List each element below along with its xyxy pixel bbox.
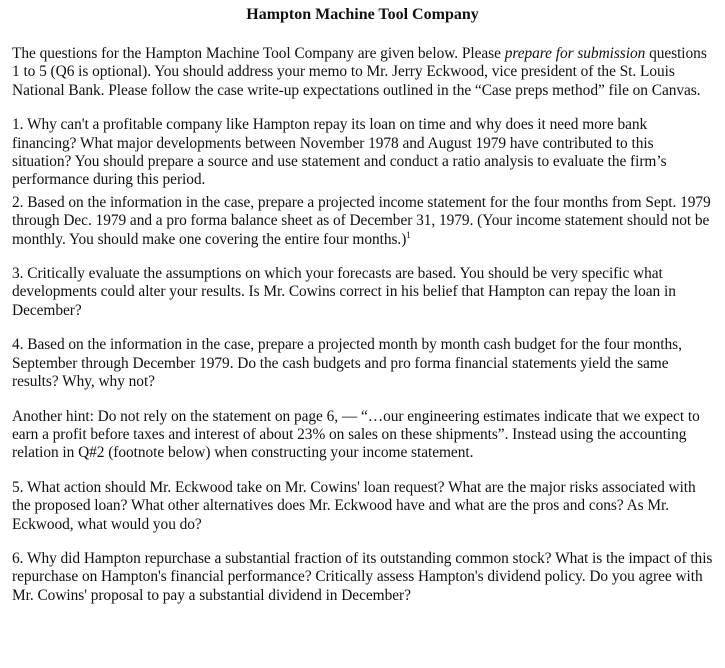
- hint-paragraph: Another hint: Do not rely on the statement on page 6, — “…our engineering estimates indicate that we expect to earn a profit before taxes and interest of about 23% on sales on these shipments”. Instead using the accounting relation in Q#2 (footnote below) when constructing your income statement.: [12, 407, 700, 462]
- intro-text-part2: questions 1 to 5 (Q6 is optional). You should address your memo to Mr. Jerry Eckwood, vice president of the St. Louis National Bank. Please follow the case write-up expectations outlined in the “Case preps method” file on Canvas.: [12, 45, 707, 99]
- footnote-marker: 1: [406, 229, 411, 240]
- document-title: Hampton Machine Tool Company: [246, 6, 479, 23]
- question-4: 4. Based on the information in the case, prepare a projected month by month cash budget for the four months, September through December 1979. Do the cash budgets and pro forma financial statements yield the same results? Why, why not?: [12, 336, 682, 391]
- intro-text-part1: The questions for the Hampton Machine Tool Company are given below. Please: [12, 45, 505, 62]
- question-1: 1. Why can't a profitable company like Hampton repay its loan on time and why does it need more bank financing? What major developments between November 1978 and August 1979 have contributed to this situation? You should prepare a source and use statement and conduct a ratio analysis to evaluate the firm’s performance during this period.: [12, 116, 667, 189]
- question-3: 3. Critically evaluate the assumptions on which your forecasts are based. You should be very specific what developments could alter your results. Is Mr. Cowins correct in his belief that Hampton can repay the loan in December?: [12, 265, 676, 319]
- question-2-text: 2. Based on the information in the case, prepare a projected income statement for the four months from Sept. 1979 through Dec. 1979 and a pro forma balance sheet as of December 31, 1979. (Your income statement should not be monthly. You should make one covering the entire four months.): [12, 193, 711, 248]
- question-6: 6. Why did Hampton repurchase a substantial fraction of its outstanding common stock? What is the impact of this repurchase on Hampton's financial performance? Critically assess Hampton's dividend policy. Do you agree with Mr. Cowins' proposal to pay a substantial dividend in December?: [12, 549, 713, 604]
- intro-paragraph: [12, 45, 713, 100]
- intro-emphasis: prepare for submission: [504, 45, 646, 62]
- question-2: [12, 194, 713, 249]
- question-5: 5. What action should Mr. Eckwood take on Mr. Cowins' loan request? What are the major risks associated with the proposed loan? What other alternatives does Mr. Eckwood have and what are the pros and cons? As Mr. Eckwood, what would you do?: [12, 478, 696, 533]
